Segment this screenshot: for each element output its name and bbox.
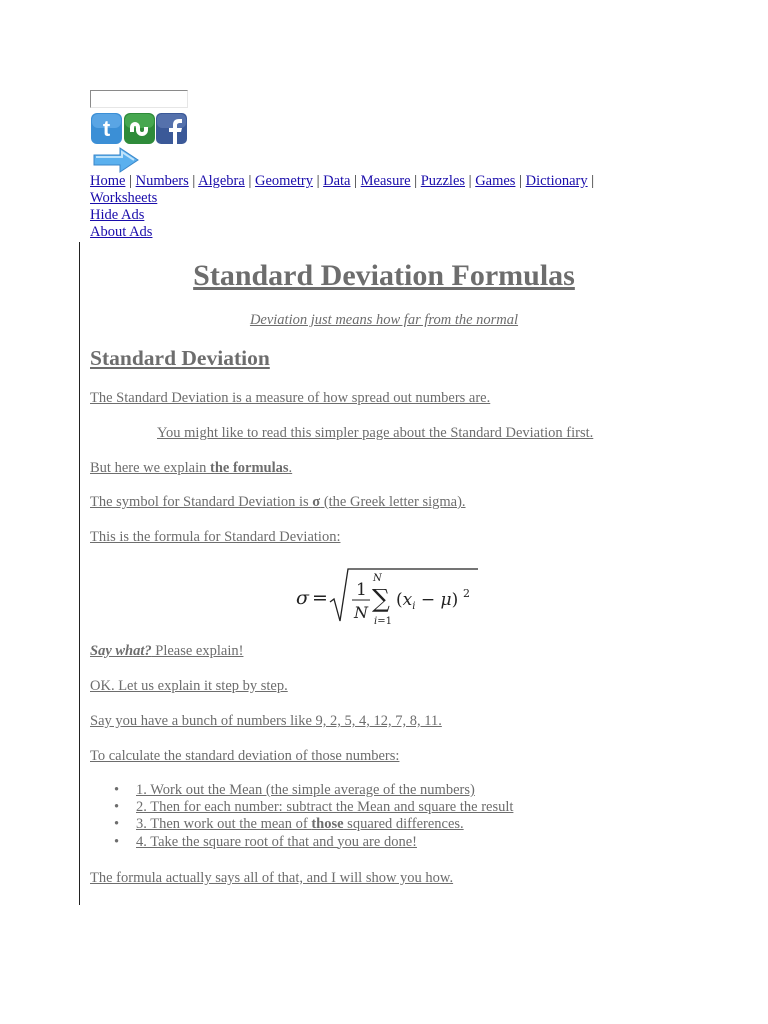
nav-numbers[interactable]: Numbers — [135, 173, 189, 189]
left-border-rule — [79, 242, 80, 905]
twitter-icon[interactable] — [91, 113, 122, 144]
paragraph-formula-says: The formula actually says all of that, and I will show you how. — [90, 870, 454, 886]
svg-text:N: N — [354, 603, 368, 622]
list-item: • 4. Take the square root of that and you are done! — [114, 833, 417, 850]
nav-data[interactable]: Data — [323, 173, 351, 189]
step-text: 2. Then for each number: subtract the Mean and square the result — [136, 799, 514, 816]
site-navigation — [90, 173, 630, 241]
page-subtitle: Deviation just means how far from the normal — [249, 312, 519, 328]
nav-separator: | — [519, 173, 522, 189]
facebook-icon[interactable] — [156, 113, 187, 144]
about-ads-link[interactable]: About Ads — [90, 224, 153, 240]
bold-text: those — [311, 816, 344, 833]
steps-list — [90, 782, 513, 851]
paragraph-symbol — [90, 494, 466, 511]
nav-dictionary[interactable]: Dictionary — [525, 173, 588, 189]
svg-text:(xi − μ): $(x_i - \mu)$ — [396, 590, 459, 612]
nav-puzzles[interactable]: Puzzles — [420, 173, 466, 189]
text: (the Greek letter sigma). — [320, 494, 466, 510]
say-what-text: Say what? — [90, 643, 152, 659]
nav-separator: | — [129, 173, 132, 189]
paragraph-formulas — [90, 460, 292, 477]
nav-worksheets[interactable]: Worksheets — [90, 190, 158, 206]
paragraph-definition: The Standard Deviation is a measure of how spread out numbers are. — [90, 390, 491, 406]
page-title: Standard Deviation Formulas — [193, 259, 575, 292]
nav-geometry[interactable]: Geometry — [254, 173, 313, 189]
text: The symbol for Standard Deviation is — [90, 494, 313, 510]
svg-text:1: 1 — [356, 580, 367, 600]
paragraph-say-what — [90, 643, 243, 660]
svg-text:=: = — [312, 587, 328, 609]
nav-games[interactable]: Games — [475, 173, 516, 189]
paragraph-step-by-step: OK. Let us explain it step by step. — [90, 678, 288, 694]
paragraph-formula-intro: This is the formula for Standard Deviation: — [90, 529, 341, 545]
hide-ads-link[interactable]: Hide Ads — [90, 207, 145, 223]
nav-home[interactable]: Home — [90, 173, 126, 189]
nav-separator: | — [468, 173, 472, 189]
svg-text:2: 2 — [463, 587, 470, 600]
nav-separator: | — [414, 173, 418, 189]
nav-separator: | — [192, 173, 196, 189]
simpler-page-link[interactable]: You might like to read this simpler page about the Standard Deviation first. — [157, 425, 594, 441]
nav-algebra[interactable]: Algebra — [198, 173, 245, 189]
nav-separator: | — [354, 173, 358, 189]
nav-measure[interactable]: Measure — [360, 173, 411, 189]
top-input-box[interactable] — [90, 90, 188, 108]
section-heading: Standard Deviation — [90, 346, 270, 370]
svg-text:∑: ∑ — [372, 584, 390, 613]
bold-text: the formulas — [210, 460, 289, 476]
text: But here we explain — [90, 460, 210, 476]
step-text: 3. Then work out the mean of — [136, 816, 312, 833]
list-item: • 1. Work out the Mean (the simple average of the numbers) — [114, 782, 475, 798]
stumbleupon-icon[interactable] — [124, 113, 155, 144]
text: . — [288, 460, 293, 476]
text: Please explain! — [151, 643, 244, 659]
nav-separator: | — [248, 173, 252, 189]
sigma-symbol: σ — [312, 494, 321, 510]
step-text: 4. Take the square root of that and you are done! — [136, 833, 417, 850]
list-item: • 3. Then work out the mean of those squared differences. — [114, 816, 464, 833]
step-text: 1. Work out the Mean (the simple average of the numbers) — [136, 782, 475, 798]
svg-text:σ: σ — [296, 587, 309, 609]
nav-separator: | — [316, 173, 320, 189]
nav-separator: | — [591, 173, 595, 189]
paragraph-numbers: Say you have a bunch of numbers like 9, 2, 5, 4, 12, 7, 8, 11. — [90, 713, 442, 729]
paragraph-calculate: To calculate the standard deviation of those numbers: — [90, 748, 400, 764]
svg-text:i=1: i=1 — [374, 616, 392, 627]
standard-deviation-formula — [290, 562, 480, 637]
text: squared differences. — [343, 816, 464, 833]
list-item: • 2. Then for each number: subtract the Mean and square the result — [114, 799, 514, 816]
svg-text:N: N — [373, 573, 382, 584]
svg-text:t: t — [102, 116, 111, 141]
